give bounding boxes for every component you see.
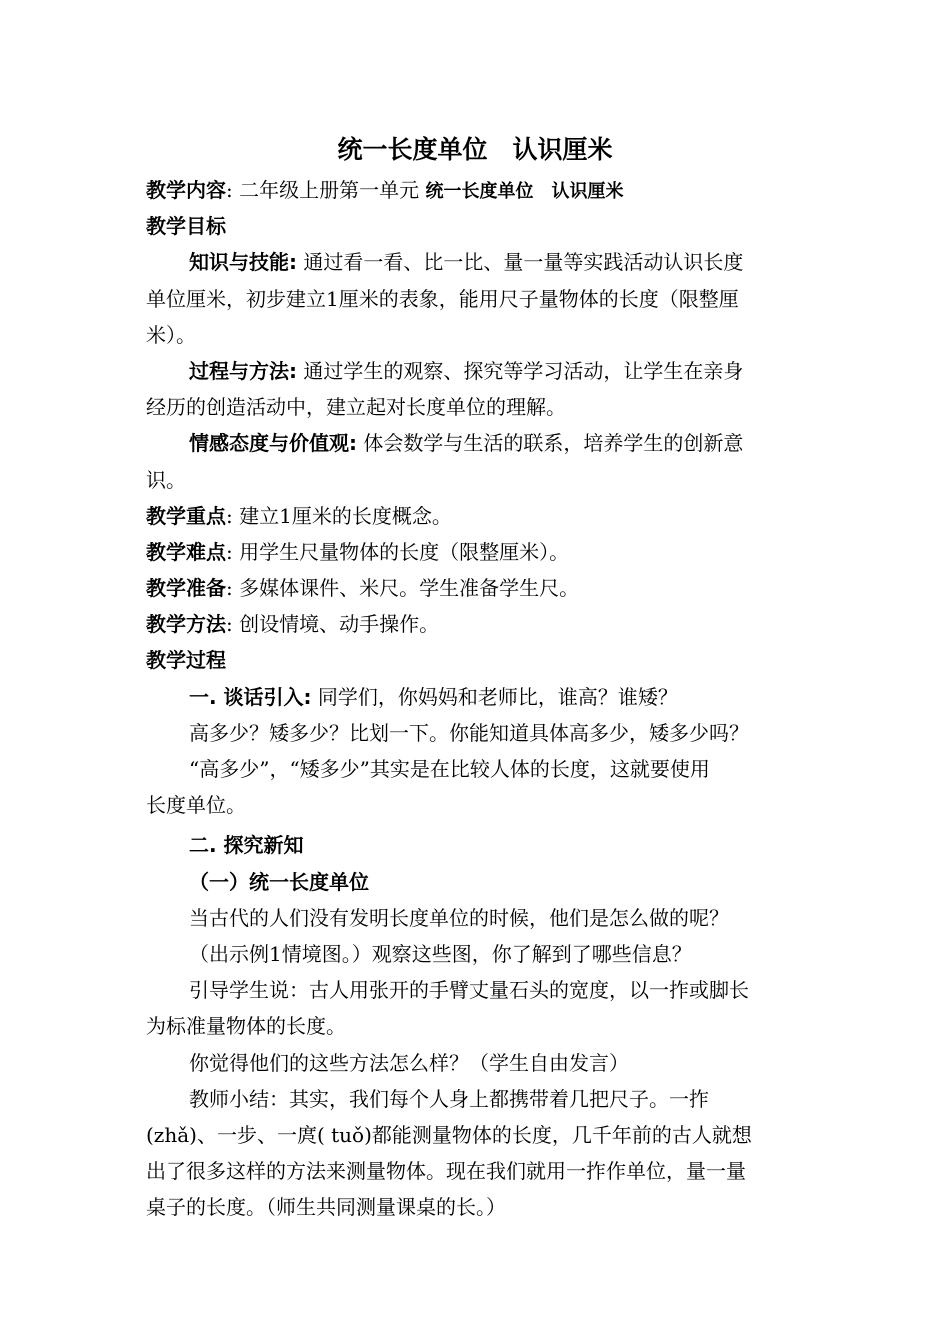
method-label: 教学方法 bbox=[146, 612, 226, 637]
lesson-body bbox=[146, 172, 810, 1225]
method-text: 创设情境、动手操作。 bbox=[232, 612, 440, 637]
teaching-content-label: 教学内容 bbox=[146, 178, 226, 202]
knowledge-line-3: 米）。 bbox=[146, 322, 196, 347]
teaching-goals-heading: 教学目标 bbox=[146, 214, 226, 239]
page-title: 统一长度单位 认识厘米 bbox=[337, 135, 613, 164]
key-point-line bbox=[146, 498, 810, 534]
summary-line-2: (zhǎ)、一步、一庹( tuǒ)都能测量物体的长度，几千年前的古人就想 bbox=[146, 1122, 752, 1147]
difficulty-line bbox=[146, 534, 810, 570]
emotion-line-1 bbox=[146, 425, 810, 461]
knowledge-line-1 bbox=[146, 244, 810, 280]
teaching-content-title: 统一长度单位 认识厘米 bbox=[425, 181, 624, 202]
unify-units-heading: （一）统一长度单位 bbox=[189, 869, 369, 894]
intro-label: 一. 谈话引入: bbox=[189, 684, 312, 709]
key-point-colon: : bbox=[226, 503, 233, 528]
method-colon: : bbox=[226, 612, 233, 637]
explore-paragraph-3-line-1: 引导学生说：古人用张开的手臂丈量石头的宽度，以一拃或脚长 bbox=[189, 978, 749, 1003]
process-line-1 bbox=[146, 353, 810, 389]
explore-paragraph-1: 当古代的人们没有发明长度单位的时候，他们是怎么做的呢？ bbox=[189, 905, 729, 930]
intro-line-1 bbox=[146, 679, 810, 715]
emotion-text-1: 体会数学与生活的联系，培养学生的创新意 bbox=[357, 431, 744, 456]
difficulty-label: 教学难点 bbox=[146, 539, 226, 564]
knowledge-line-2: 单位厘米，初步建立1厘米的表象，能用尺子量物体的长度（限整厘 bbox=[146, 286, 739, 311]
process-label: 过程与方法: bbox=[189, 358, 297, 383]
preparation-colon: : bbox=[226, 576, 233, 601]
intro-text-1: 同学们，你妈妈和老师比，谁高？谁矮？ bbox=[311, 684, 678, 709]
teaching-content-colon: : bbox=[226, 178, 233, 202]
knowledge-label: 知识与技能: bbox=[189, 250, 297, 275]
summary-line-1: 教师小结：其实，我们每个人身上都携带着几把尺子。一拃 bbox=[189, 1086, 709, 1111]
process-line-2: 经历的创造活动中，建立起对长度单位的理解。 bbox=[146, 395, 566, 420]
difficulty-text: 用学生尺量物体的长度（限整厘米）。 bbox=[232, 539, 570, 564]
teaching-process-heading: 教学过程 bbox=[146, 648, 226, 673]
explore-paragraph-3-line-2: 为标准量物体的长度。 bbox=[146, 1014, 346, 1039]
preparation-text: 多媒体课件、米尺。学生准备学生尺。 bbox=[232, 576, 580, 601]
teaching-content-line bbox=[146, 172, 810, 208]
explore-paragraph-4: 你觉得他们的这些方法怎么样？（学生自由发言） bbox=[189, 1050, 629, 1075]
method-line bbox=[146, 606, 810, 642]
teaching-content-text: 二年级上册第一单元 bbox=[232, 178, 426, 202]
summary-line-3: 出了很多这样的方法来测量物体。现在我们就用一拃作单位，量一量 bbox=[146, 1159, 746, 1184]
emotion-line-2: 识。 bbox=[146, 467, 186, 492]
process-text-1: 通过学生的观察、探究等学习活动，让学生在亲身 bbox=[297, 358, 744, 383]
intro-line-2: 高多少？矮多少？比划一下。你能知道具体高多少，矮多少吗？ bbox=[189, 720, 749, 745]
explore-paragraph-2: （出示例1情境图。）观察这些图，你了解到了哪些信息？ bbox=[189, 941, 692, 966]
intro-line-3: “高多少”，“矮多少”其实是在比较人体的长度，这就要使用 bbox=[189, 757, 710, 781]
key-point-label: 教学重点 bbox=[146, 503, 226, 528]
explore-heading: 二. 探究新知 bbox=[189, 833, 304, 858]
preparation-line bbox=[146, 570, 810, 606]
preparation-label: 教学准备 bbox=[146, 576, 226, 601]
key-point-text: 建立1厘米的长度概念。 bbox=[232, 503, 452, 528]
summary-line-4: 桌子的长度。（师生共同测量课桌的长。） bbox=[146, 1195, 506, 1220]
difficulty-colon: : bbox=[226, 539, 233, 564]
intro-line-4: 长度单位。 bbox=[146, 793, 246, 818]
emotion-label: 情感态度与价值观: bbox=[189, 431, 357, 456]
knowledge-text-1: 通过看一看、比一比、量一量等实践活动认识长度 bbox=[297, 250, 744, 275]
